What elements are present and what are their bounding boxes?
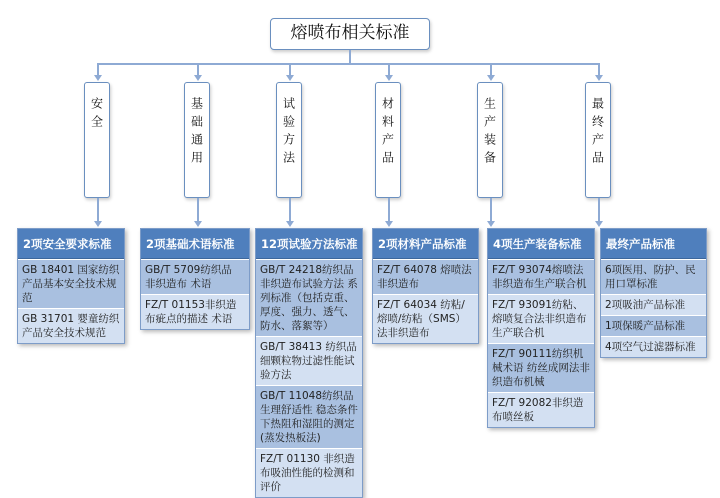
category-box: 生产装备 bbox=[477, 82, 503, 198]
arrow-icon bbox=[487, 221, 495, 227]
category-box: 试验方法 bbox=[276, 82, 302, 198]
arrow-icon bbox=[595, 75, 603, 81]
standard-item: FZ/T 01153非织造布疵点的描述 术语 bbox=[141, 294, 249, 329]
standard-item: GB 18401 国家纺织产品基本安全技术规范 bbox=[18, 259, 124, 308]
standard-item: GB/T 11048纺织品 生理舒适性 稳态条件下热阻和湿阻的测定(蒸发热板法) bbox=[256, 385, 362, 448]
standard-item: FZ/T 93074熔喷法非织造布生产联合机 bbox=[488, 259, 594, 294]
column-header: 最终产品标准 bbox=[601, 229, 706, 259]
arrow-icon bbox=[487, 75, 495, 81]
category-box: 材料产品 bbox=[375, 82, 401, 198]
connector bbox=[97, 198, 99, 221]
arrow-icon bbox=[194, 75, 202, 81]
arrow-icon bbox=[385, 75, 393, 81]
standard-item: 1项保暖产品标准 bbox=[601, 315, 706, 336]
arrow-icon bbox=[94, 75, 102, 81]
arrow-icon bbox=[385, 221, 393, 227]
standards-column bbox=[487, 228, 595, 428]
standard-item: FZ/T 90111纺织机械术语 纺丝成网法非织造布机械 bbox=[488, 343, 594, 392]
connector bbox=[598, 198, 600, 221]
arrow-icon bbox=[194, 221, 202, 227]
standard-item: FZ/T 93091纺粘、熔喷复合法非织造布生产联合机 bbox=[488, 294, 594, 343]
connector bbox=[349, 50, 351, 63]
standard-item: GB/T 24218纺织品 非织造布试验方法 系列标准（包括克重、厚度、强力、透气、防水、落絮等） bbox=[256, 259, 362, 336]
standard-item: GB/T 5709纺织品 非织造布 术语 bbox=[141, 259, 249, 294]
standard-item: GB/T 38413 纺织品 细颗粒物过滤性能试验方法 bbox=[256, 336, 362, 385]
column-header: 2项材料产品标准 bbox=[373, 229, 478, 259]
diagram-title: 熔喷布相关标准 bbox=[270, 18, 430, 50]
category-box: 安全 bbox=[84, 82, 110, 198]
standards-column bbox=[140, 228, 250, 330]
standard-item: FZ/T 92082非织造布喷丝板 bbox=[488, 392, 594, 427]
connector bbox=[289, 198, 291, 221]
connector bbox=[197, 198, 199, 221]
connector bbox=[97, 63, 599, 65]
column-header: 2项基础术语标准 bbox=[141, 229, 249, 259]
category-box: 最终产品 bbox=[585, 82, 611, 198]
standard-item: 4项空气过滤器标准 bbox=[601, 336, 706, 357]
standards-column bbox=[255, 228, 363, 498]
standard-item: GB 31701 婴童纺织产品安全技术规范 bbox=[18, 308, 124, 343]
arrow-icon bbox=[286, 75, 294, 81]
arrow-icon bbox=[595, 221, 603, 227]
category-box: 基础通用 bbox=[184, 82, 210, 198]
arrow-icon bbox=[94, 221, 102, 227]
standard-item: FZ/T 01130 非织造布吸油性能的检测和评价 bbox=[256, 448, 362, 497]
connector bbox=[490, 198, 492, 221]
column-header: 4项生产装备标准 bbox=[488, 229, 594, 259]
column-header: 12项试验方法标准 bbox=[256, 229, 362, 259]
standard-item: 6项医用、防护、民用口罩标准 bbox=[601, 259, 706, 294]
standards-column bbox=[17, 228, 125, 344]
column-header: 2项安全要求标准 bbox=[18, 229, 124, 259]
standard-item: FZ/T 64078 熔喷法非织造布 bbox=[373, 259, 478, 294]
standard-item: FZ/T 64034 纺粘/熔喷/纺粘（SMS）法非织造布 bbox=[373, 294, 478, 343]
standards-column bbox=[600, 228, 707, 358]
connector bbox=[388, 198, 390, 221]
standards-column bbox=[372, 228, 479, 344]
standard-item: 2项吸油产品标准 bbox=[601, 294, 706, 315]
arrow-icon bbox=[286, 221, 294, 227]
